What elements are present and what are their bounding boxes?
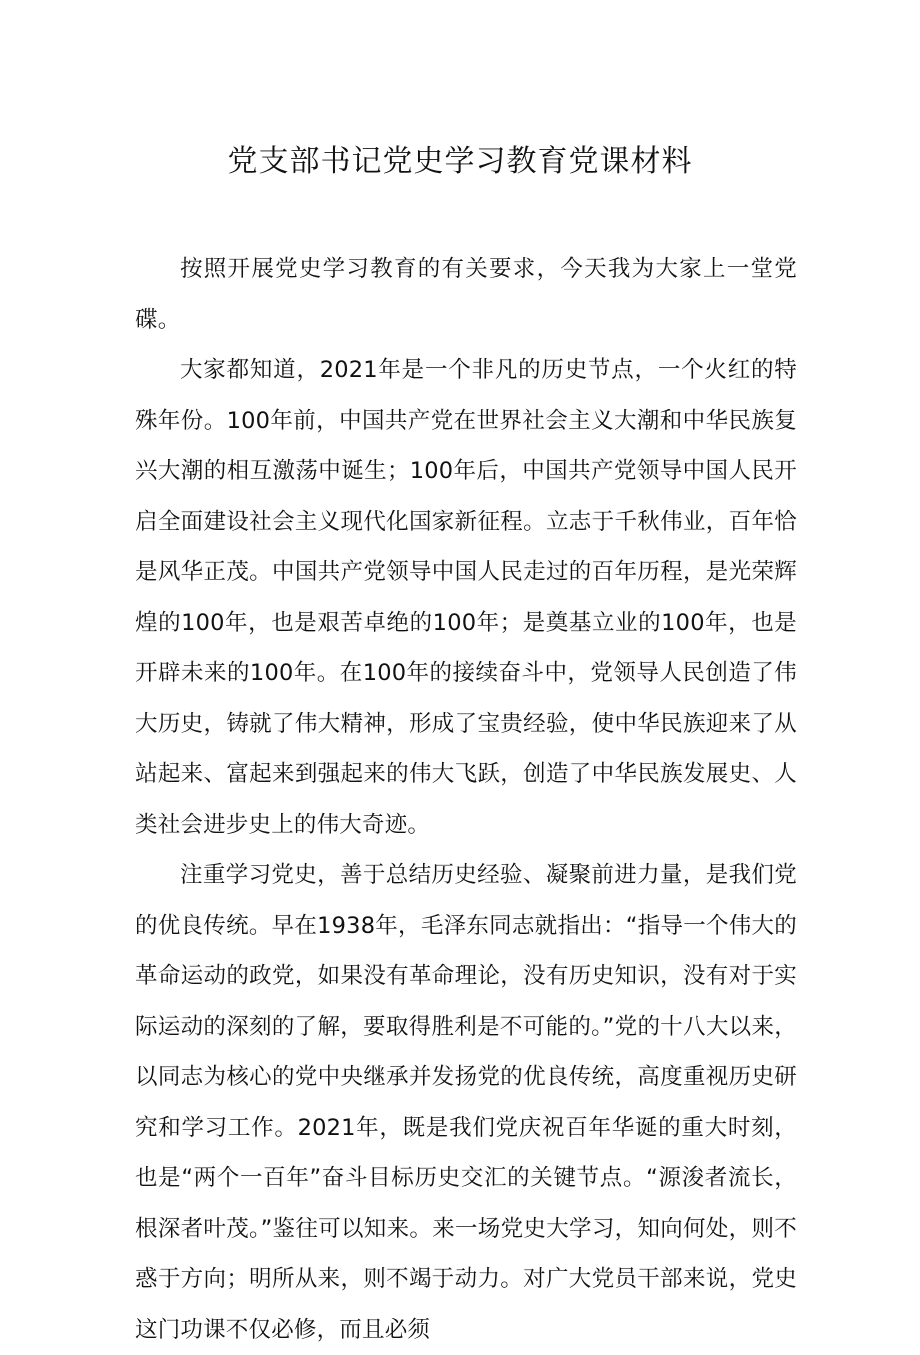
paragraph-history: 大家都知道，2021年是一个非凡的历史节点，一个火红的特殊年份。100年前，中国共产党在世界社会主义大潮和中华民族复兴大潮的相互激荡中诞生；100年后，中国共产党领导中国人民开启全面建设社会主义现代化国家新征程。立志于千秋伟业，百年恰是风华正茂。中国共产党领导中国人民走过的百年历程，是光荣辉煌的100年，也是艰苦卓绝的100年；是奠基立业的100年，也是开辟未来的100年。在100年的接续奋斗中，党领导人民创造了伟大历史，铸就了伟大精神，形成了宝贵经验，使中华民族迎来了从站起来、富起来到强起来的伟大飞跃，创造了中华民族发展史、人类社会进步史上的伟大奇迹。 bbox=[135, 357, 797, 838]
paragraph-tradition: 注重学习党史，善于总结历史经验、凝聚前进力量，是我们党的优良传统。早在1938年，毛泽东同志就指出：“指导一个伟大的革命运动的政党，如果没有革命理论，没有历史知识，没有对于实际运动的深刻的了解，要取得胜利是不可能的。”党的十八大以来，以同志为核心的党中央继承并发扬党的优良传统，高度重视历史研究和学习工作。2021年，既是我们党庆祝百年华诞的重大时刻，也是“两个一百年”奋斗目标历史交汇的关键节点。“源浚者流长，根深者叶茂。”鉴往可以知来。来一场党史大学习，知向何处，则不惑于方向；明所从来，则不竭于动力。对广大党员干部来说，党史这门功课不仅必修，而且必须 bbox=[135, 862, 797, 1343]
document-body bbox=[135, 244, 797, 1355]
paragraph-intro: 按照开展党史学习教育的有关要求，今天我为大家上一堂党碟。 bbox=[135, 256, 797, 333]
document-title: 党支部书记党史学习教育党课材料 bbox=[227, 144, 693, 179]
